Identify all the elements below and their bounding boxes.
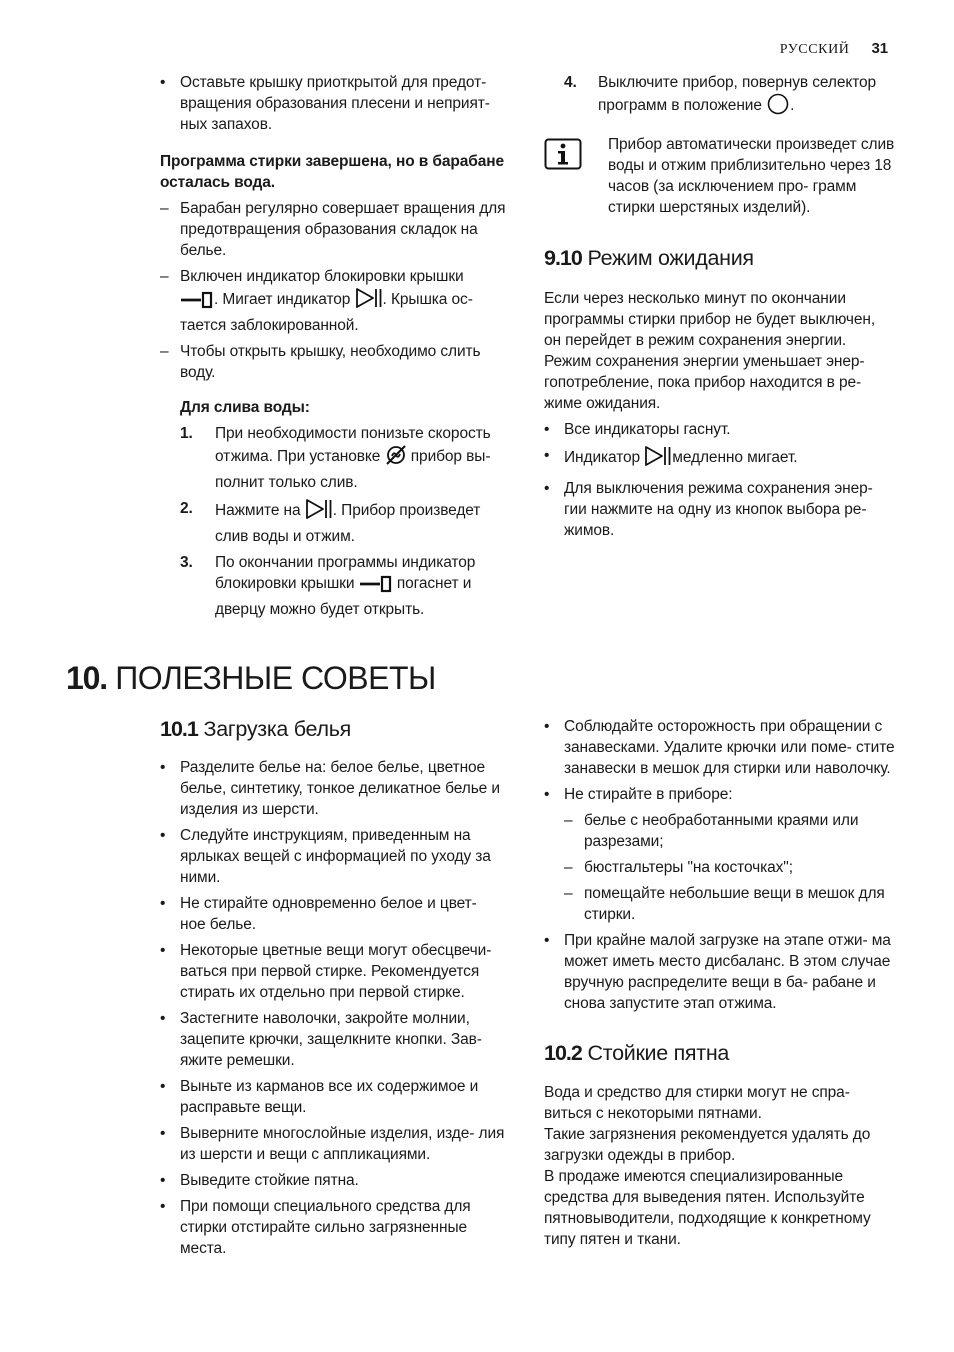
step-text: [598, 72, 896, 121]
bold-subheading-line1: Программа стирки завершена, но в барабане: [160, 153, 505, 170]
bullet-mark: •: [160, 1078, 166, 1095]
step-item: [180, 423, 506, 493]
step-number: 3.: [180, 554, 193, 571]
step-text-part: отжима. При установке: [215, 448, 381, 465]
dash-text-part: Включен индикатор блокировки крышки: [180, 268, 464, 285]
step-text-part: .: [790, 97, 795, 114]
step-text-part: . Прибор произведет: [332, 502, 481, 519]
bullet-text: Все индикаторы гаснут.: [564, 421, 731, 438]
paragraph: Такие загрязнения рекомендуется удалять до загрузки одежды в прибор.: [544, 1126, 871, 1164]
list-item: [544, 930, 896, 1014]
list-item: [160, 266, 506, 336]
bullet-mark: •: [160, 1198, 166, 1215]
list-item: [564, 810, 896, 852]
list-item: [160, 1008, 506, 1071]
dash-mark: –: [564, 859, 573, 876]
step-item: [180, 498, 506, 547]
list-item: [160, 757, 506, 820]
step-item: [180, 552, 506, 620]
step-text: [215, 552, 506, 620]
off-position-icon: [766, 93, 790, 121]
step-text-part: Нажмите на: [215, 502, 301, 519]
dash-text: белье с необработанными краями или разрезами;: [584, 812, 859, 850]
lid-lock-icon: [359, 575, 393, 599]
section-heading-10-1: [160, 716, 506, 742]
section-heading-10-2: [544, 1040, 896, 1066]
bullet-mark: •: [160, 1172, 166, 1189]
start-pause-icon: [305, 498, 333, 526]
list-item: [160, 893, 506, 935]
start-pause-icon: [644, 445, 672, 473]
dash-text-part: . Крышка ос-: [382, 291, 473, 308]
bullet-text: [564, 445, 896, 473]
drain-steps: [160, 423, 506, 620]
chapter-number: 10.: [66, 660, 107, 696]
info-text: Прибор автоматически произведет слив воды и отжим приблизительно через 18 часов (за исключением про- грамм стирки шерстяных изделий).: [608, 136, 895, 216]
step-number: 1.: [180, 425, 193, 442]
bullet-mark: •: [160, 1125, 166, 1142]
step-text-part: прибор вы-: [410, 448, 491, 465]
dash-text-part: . Мигает индикатор: [214, 291, 351, 308]
dash-text: Чтобы открыть крышку, необходимо слить воду.: [180, 343, 481, 381]
step-text: [215, 423, 506, 493]
bullet-text: Оставьте крышку приоткрытой для предот- вращения образования плесени и неприят- ных запахов.: [180, 74, 490, 133]
language-label: РУССКИЙ: [779, 42, 850, 57]
bullet-mark: •: [160, 74, 166, 91]
section-title: Загрузка белья: [203, 717, 351, 741]
sub-list: [544, 810, 896, 925]
info-icon: [544, 138, 582, 176]
bullet-mark: •: [160, 759, 166, 776]
step-item: [544, 72, 896, 121]
list-item: [160, 72, 506, 135]
section-title: Режим ожидания: [587, 246, 754, 270]
bullet-mark: •: [544, 786, 550, 803]
lid-lock-icon: [180, 291, 214, 315]
step-text-part: По окончании программы индикатор: [215, 554, 476, 571]
bullet-text: Для выключения режима сохранения энер- гии нажмите на одну из кнопок выбора ре- жимов.: [564, 480, 873, 539]
list-item: [160, 825, 506, 888]
step-text-part: Выключите прибор, повернув селектор: [598, 74, 877, 91]
left-bottom-column: [160, 716, 506, 1259]
list-item: [160, 1170, 506, 1191]
dash-text: [180, 266, 506, 336]
page-number: 31: [871, 40, 888, 57]
dash-text: помещайте небольшие вещи в мешок для стирки.: [584, 885, 885, 923]
list-item: [544, 478, 896, 541]
bullet-text: При крайне малой загрузке на этапе отжи- ма может иметь место дисбаланс. В этом случае вручную распределите вещи в ба- рабане и снова запустите этап отжима.: [564, 932, 891, 1012]
bullet-text-part: Индикатор: [564, 449, 641, 466]
step-text-part: блокировки крышки: [215, 575, 355, 592]
dash-mark: –: [160, 343, 169, 360]
dash-text: Барабан регулярно совершает вращения для предотвращения образования складок на белье.: [180, 200, 506, 259]
list-item: [160, 341, 506, 383]
chapter-title: ПОЛЕЗНЫЕ СОВЕТЫ: [115, 660, 436, 696]
step-text-part: слив воды и отжим.: [215, 528, 355, 545]
section-number: 10.2: [544, 1041, 582, 1065]
step-text-part: погаснет и: [396, 575, 472, 592]
dash-mark: –: [564, 812, 573, 829]
stains-text: [544, 1082, 896, 1250]
start-pause-icon: [355, 287, 383, 315]
list-item: [160, 1123, 506, 1165]
drain-heading: Для слива воды:: [180, 399, 310, 416]
info-note: [544, 134, 896, 218]
section-heading-9-10: [544, 245, 896, 271]
bullet-mark: •: [544, 421, 550, 438]
no-spin-icon: [385, 444, 407, 472]
left-top-column: [160, 72, 506, 620]
section-number: 10.1: [160, 717, 198, 741]
standby-paragraph: Если через несколько минут по окончании программы стирки прибор не будет выключен, он перейдет в режим сохранения энергии. Режим сохранения энергии уменьшает энер- гопотребление, пока прибор находится в ре- жиме ожидания.: [544, 290, 876, 412]
step-text-part: дверцу можно будет открыть.: [215, 601, 425, 618]
list-item: [160, 940, 506, 1003]
dash-text: бюстгальтеры "на косточках";: [584, 859, 793, 876]
step-text-part: программ в положение: [598, 97, 762, 114]
right-bottom-column: [544, 716, 896, 1250]
bullet-text-part: медленно мигает.: [672, 449, 798, 466]
step-text: [215, 498, 506, 547]
bullet-text: Выверните многослойные изделия, изде- лия из шерсти и вещи с аппликациями.: [180, 1125, 505, 1163]
list-item: [544, 784, 896, 805]
bullet-text: При помощи специального средства для стирки отстирайте сильно загрязненные места.: [180, 1198, 471, 1257]
bullet-mark: •: [160, 1010, 166, 1027]
bullet-mark: •: [544, 932, 550, 949]
bullet-mark: •: [160, 895, 166, 912]
bullet-mark: •: [160, 942, 166, 959]
list-item: [544, 445, 896, 473]
bold-subheading-line2: осталась вода.: [160, 174, 275, 191]
bullet-mark: •: [544, 718, 550, 735]
bold-subheading: [160, 151, 506, 193]
bullet-text: Выньте из карманов все их содержимое и расправьте вещи.: [180, 1078, 479, 1116]
step-text-part: полнит только слив.: [215, 474, 358, 491]
list-item: [564, 857, 896, 878]
list-item: [564, 883, 896, 925]
bullet-text: Следуйте инструкциям, приведенным на ярлыках вещей с информацией по уходу за ними.: [180, 827, 491, 886]
bullet-mark: •: [544, 480, 550, 497]
bullet-text: Соблюдайте осторожность при обращении с занавесками. Удалите крючки или поме- стите занавески в мешок для стирки или наволочку.: [564, 718, 895, 777]
list-item: [160, 1076, 506, 1118]
list-item: [160, 198, 506, 261]
bullet-text: Застегните наволочки, закройте молнии, зацепите крючки, защелкните кнопки. Зав- яжите ремешки.: [180, 1010, 482, 1069]
bullet-mark: •: [544, 447, 550, 464]
list-item: [544, 419, 896, 440]
section-title: Стойкие пятна: [587, 1041, 730, 1065]
bullet-text: Некоторые цветные вещи могут обесцвечи- ваться при первой стирке. Рекомендуется стирать их отдельно при первой стирке.: [180, 942, 492, 1001]
dash-mark: –: [564, 885, 573, 902]
bullet-text: Выведите стойкие пятна.: [180, 1172, 359, 1189]
step-text-part: При необходимости понизьте скорость: [215, 425, 491, 442]
bullet-mark: •: [160, 827, 166, 844]
list-item: [160, 1196, 506, 1259]
dash-text-part: тается заблокированной.: [180, 317, 359, 334]
right-top-column: [544, 72, 896, 541]
laundry-list: [160, 757, 506, 1259]
bullet-text: Не стирайте в приборе:: [564, 786, 733, 803]
page-header: [780, 38, 888, 60]
dash-mark: –: [160, 200, 169, 217]
bullet-text: Не стирайте одновременно белое и цвет- ное белье.: [180, 895, 477, 933]
list-item: [544, 716, 896, 779]
paragraph: В продаже имеются специализированные средства для выведения пятен. Используйте пятновыводители, подходящие к конкретному типу пятен и ткани.: [544, 1168, 871, 1248]
section-number: 9.10: [544, 246, 582, 270]
paragraph: Вода и средство для стирки могут не спра- виться с некоторыми пятнами.: [544, 1084, 850, 1122]
bullet-text: Разделите белье на: белое белье, цветное белье, синтетику, тонкое деликатное белье и изделия из шерсти.: [180, 759, 500, 818]
dash-mark: –: [160, 268, 169, 285]
step-number: 2.: [180, 500, 193, 517]
chapter-heading: [66, 660, 436, 696]
step-number: 4.: [564, 74, 577, 91]
